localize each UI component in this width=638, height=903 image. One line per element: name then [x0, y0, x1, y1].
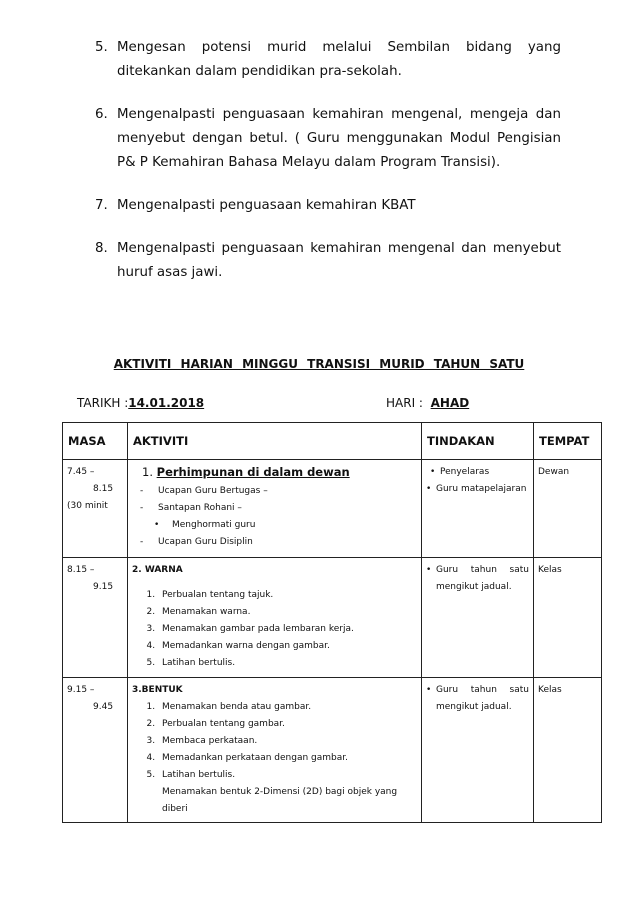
list-item	[140, 534, 417, 551]
list-item: 3. Membaca perkataan.	[158, 733, 417, 750]
time-start: 9.15 –	[67, 685, 95, 695]
list-text: Ucapan Guru Bertugas –	[158, 486, 268, 496]
table-row	[63, 678, 602, 823]
objective-text: Mengenalpasti penguasaan kemahiran KBAT	[117, 198, 416, 213]
time-cell	[63, 558, 128, 678]
list-item: 4. Memadankan perkataan dengan gambar.	[158, 750, 417, 767]
activity-extra: Menamakan bentuk 2-Dimensi (2D) bagi objek yang diberi	[162, 787, 398, 814]
time-start: 8.15 –	[67, 565, 95, 575]
objective-text: Mengenalpasti penguasaan kemahiran mengenal, mengeja dan menyebut dengan betul. ( Guru menggunakan Modul Pengisian P& P Kemahiran Bahasa Melayu dalam Program Transisi).	[117, 107, 561, 170]
action-item	[426, 481, 529, 498]
place-cell: Kelas	[534, 678, 602, 823]
objective-number: 7.	[95, 198, 108, 213]
table-row	[63, 460, 602, 558]
action-cell	[422, 558, 534, 678]
list-item: 5. Latihan bertulis.	[158, 655, 417, 672]
time-cell	[63, 678, 128, 823]
activity-cell	[128, 460, 422, 558]
list-item	[140, 500, 417, 517]
list-marker: -	[140, 486, 144, 496]
action-item	[426, 682, 529, 716]
action-item	[426, 464, 529, 481]
objective-text: Mengenalpasti penguasaan kemahiran mengenal dan menyebut huruf asas jawi.	[117, 241, 561, 280]
objective-number: 8.	[95, 241, 108, 256]
date-line	[77, 396, 204, 410]
activity-list	[132, 699, 417, 784]
action-item	[426, 562, 529, 596]
header-tindakan: TINDAKAN	[422, 423, 534, 460]
list-item: 1. Menamakan benda atau gambar.	[158, 699, 417, 716]
time-end: 9.45	[93, 702, 114, 712]
header-aktiviti: AKTIVITI	[128, 423, 422, 460]
bullet-icon: •	[426, 685, 432, 695]
day-value: AHAD	[430, 396, 470, 410]
activity-title: 3.BENTUK	[132, 685, 183, 695]
activity-list	[132, 587, 417, 672]
bullet-icon: •	[430, 467, 436, 477]
time-end: 8.15	[93, 484, 114, 494]
action-cell	[422, 678, 534, 823]
list-item: 1. Perbualan tentang tajuk.	[158, 587, 417, 604]
time-start: 7.45 –	[67, 467, 95, 477]
list-item: 2. Perbualan tentang gambar.	[158, 716, 417, 733]
time-end: 9.15	[93, 582, 114, 592]
list-marker: -	[140, 503, 144, 513]
activity-cell	[128, 558, 422, 678]
list-item	[140, 483, 417, 500]
table-header-row	[63, 423, 602, 460]
objective-item	[95, 194, 561, 218]
list-item	[140, 517, 417, 534]
objective-number: 6.	[95, 107, 108, 122]
list-item: 2. Menamakan warna.	[158, 604, 417, 621]
action-text: Guru tahun satu mengikut jadual.	[436, 685, 529, 712]
objective-item	[95, 103, 561, 175]
time-duration: (30 minit	[67, 501, 108, 511]
bullet-icon: •	[154, 520, 160, 530]
schedule-table	[62, 422, 602, 823]
header-masa: MASA	[63, 423, 128, 460]
list-text: Santapan Rohani –	[158, 503, 242, 513]
table-row	[63, 558, 602, 678]
action-cell	[422, 460, 534, 558]
objective-text: Mengesan potensi murid melalui Sembilan bidang yang ditekankan dalam pendidikan pra-sekolah.	[117, 40, 561, 79]
objective-item	[95, 237, 561, 285]
objective-item	[95, 36, 561, 84]
action-text: Penyelaras	[440, 467, 490, 477]
action-text: Guru matapelajaran	[436, 484, 527, 494]
activity-title: 2. WARNA	[132, 565, 183, 575]
time-cell	[63, 460, 128, 558]
activity-title-text: Perhimpunan di dalam dewan	[156, 465, 350, 479]
activity-cell	[128, 678, 422, 823]
activity-list	[132, 483, 417, 551]
list-marker: -	[140, 537, 144, 547]
list-item: 5. Latihan bertulis.	[158, 767, 417, 784]
bullet-icon: •	[426, 565, 432, 575]
list-text: Ucapan Guru Disiplin	[158, 537, 253, 547]
objectives-list	[95, 36, 561, 304]
schedule-heading: AKTIVITI HARIAN MINGGU TRANSISI MURID TAHUN SATU	[113, 357, 525, 371]
date-value: 14.01.2018	[128, 396, 205, 410]
list-text: Menghormati guru	[172, 520, 256, 530]
activity-title	[142, 464, 417, 481]
objective-number: 5.	[95, 40, 108, 55]
list-item: 3. Menamakan gambar pada lembaran kerja.	[158, 621, 417, 638]
action-text: Guru tahun satu mengikut jadual.	[436, 565, 529, 592]
activity-number: 1.	[142, 465, 153, 479]
list-item: 4. Memadankan warna dengan gambar.	[158, 638, 417, 655]
place-cell: Dewan	[534, 460, 602, 558]
place-cell: Kelas	[534, 558, 602, 678]
date-label: TARIKH :	[77, 396, 129, 410]
day-label: HARI :	[386, 396, 423, 410]
day-line	[386, 396, 469, 410]
header-tempat: TEMPAT	[534, 423, 602, 460]
bullet-icon: •	[426, 484, 432, 494]
